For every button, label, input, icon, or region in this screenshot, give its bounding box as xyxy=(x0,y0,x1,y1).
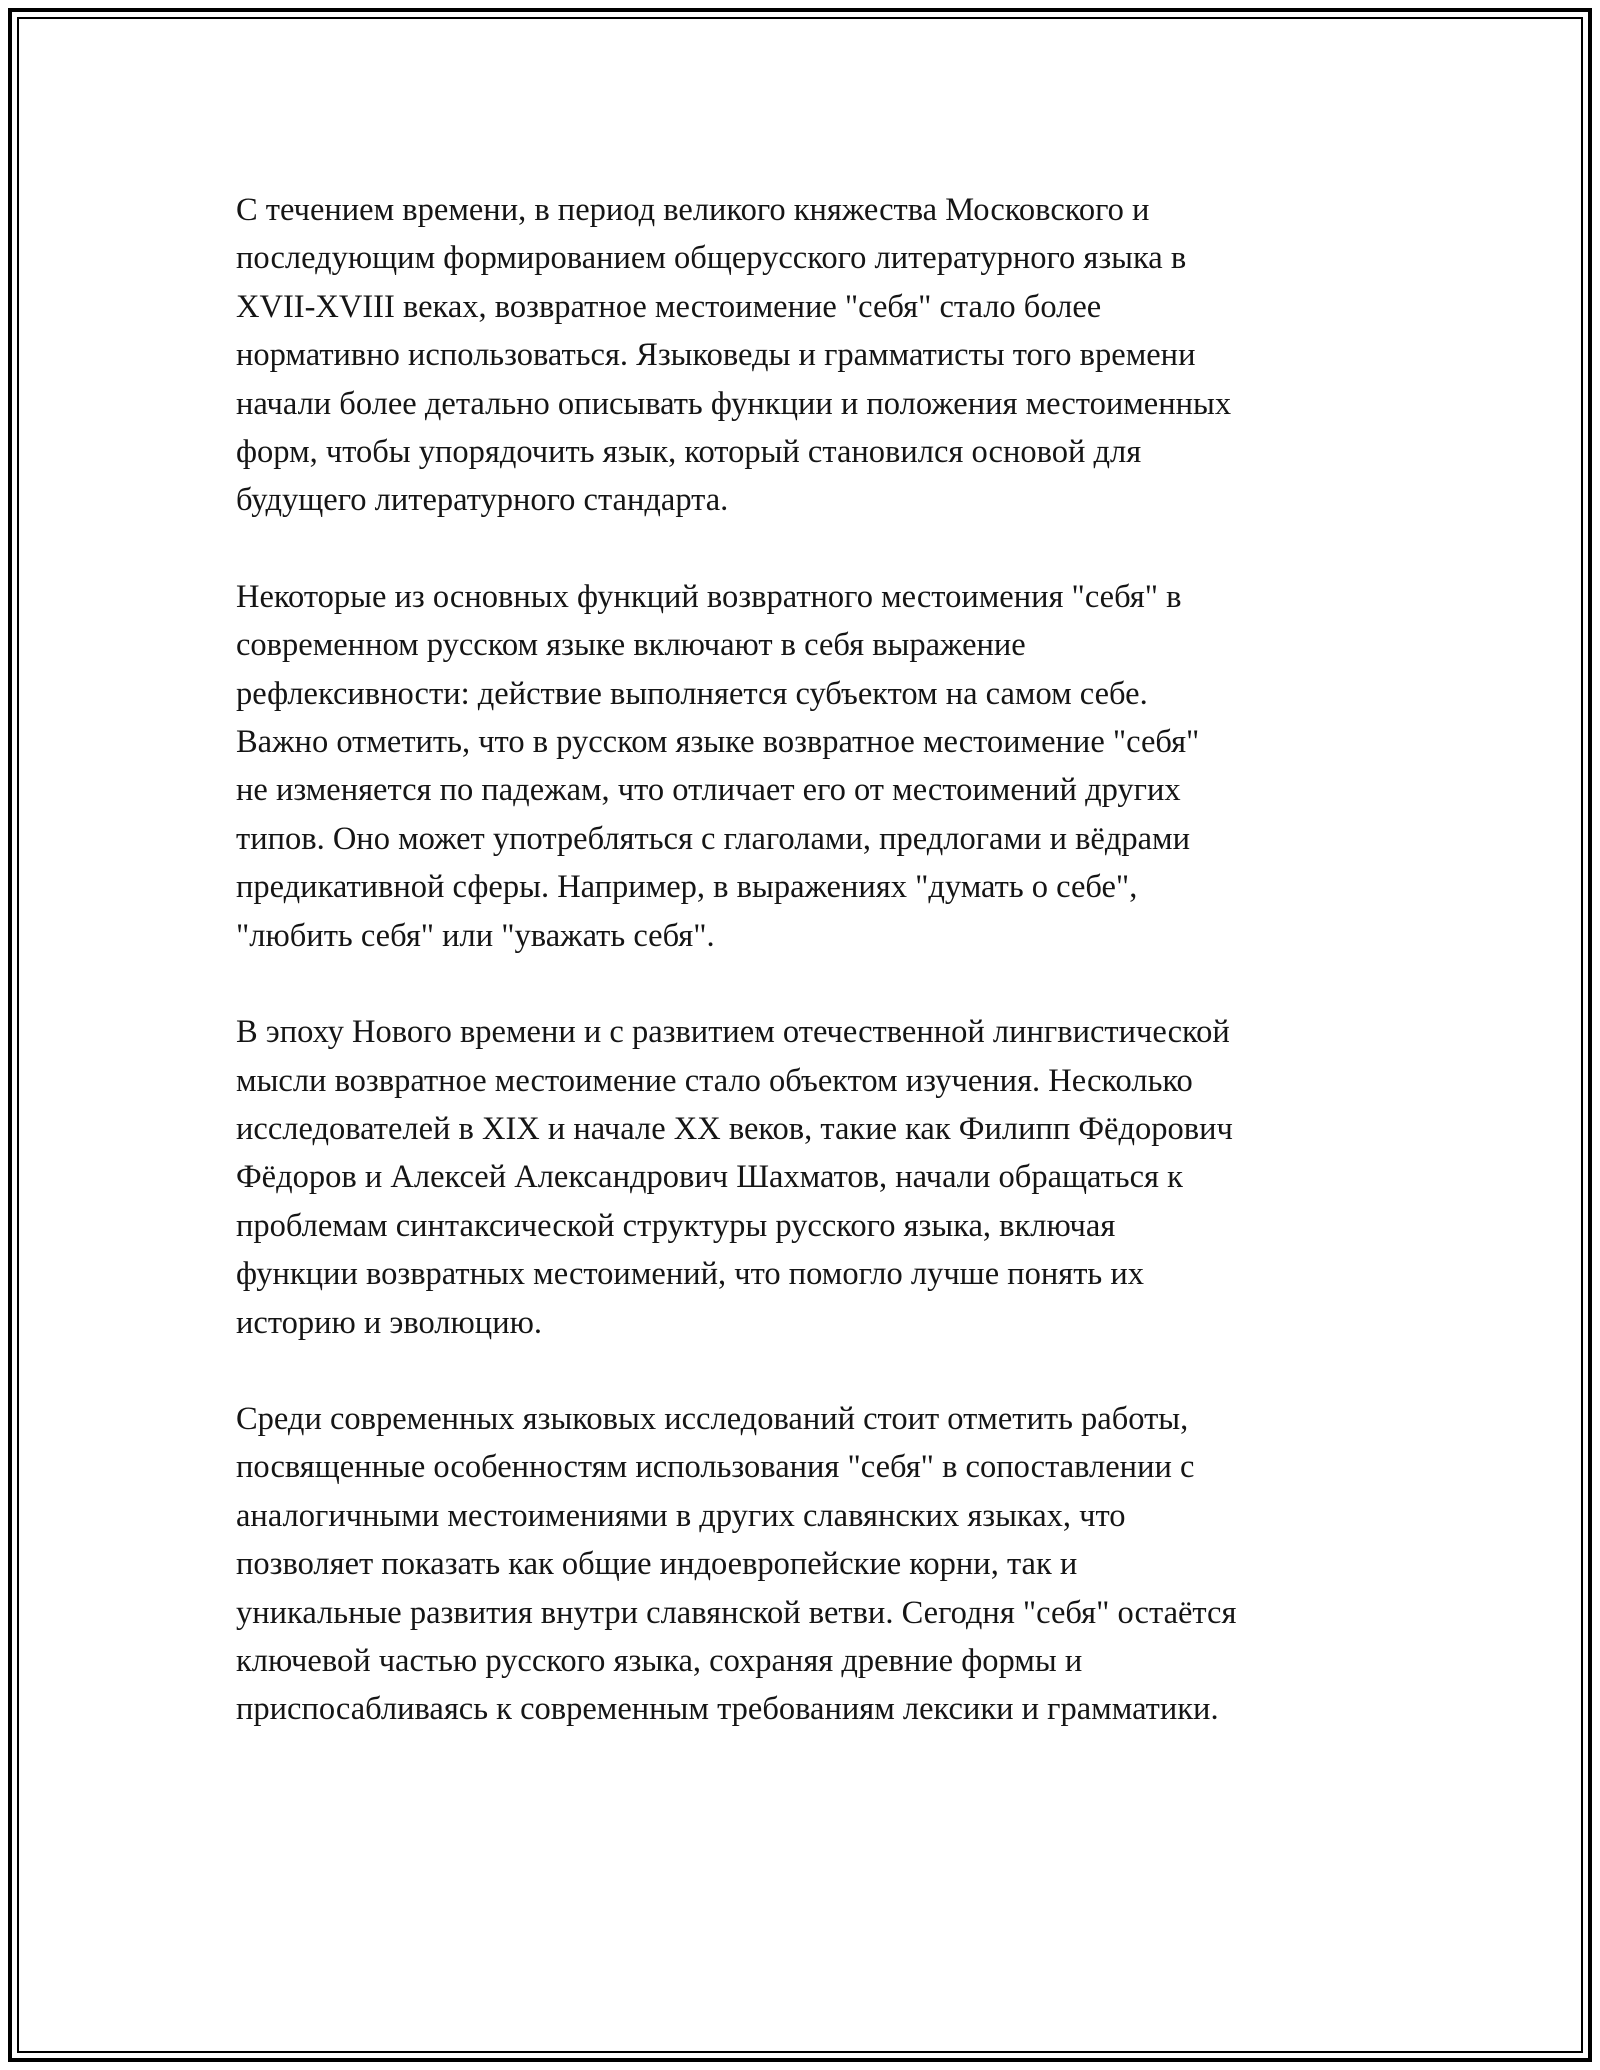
paragraph-3: В эпоху Нового времени и с развитием отечественной лингвистической мысли возвратное местоимение стало объектом изучения. Несколько исследователей в XIX и начале XX веков, такие как Филипп Фёдорович Фёдоров и Алексей Александрович Шахматов, начали обращаться к проблемам синтаксической структуры русского языка, включая функции возвратных местоимений, что помогло лучше понять их историю и эволюцию. xyxy=(236,1014,1233,1341)
paragraph-1: С течением времени, в период великого княжества Московского и последующим формированием общерусского литературного языка в XVII-XVIII веках, возвратное местоимение "себя" стало более нормативно использоваться. Языковеды и грамматисты того времени начали более детально описывать функции и положения местоименных форм, чтобы упорядочить язык, который становился основой для будущего литературного стандарта. xyxy=(236,192,1232,519)
document-body xyxy=(236,186,1386,1734)
paragraph-4: Среди современных языковых исследований стоит отметить работы, посвященные особенностям использования "себя" в сопоставлении с аналогичными местоимениями в других славянских языках, что позволяет показать как общие индоевропейские корни, так и уникальные развития внутри славянской ветви. Сегодня "себя" остаётся ключевой частью русского языка, сохраняя древние формы и приспосабливаясь к современным требованиям лексики и грамматики. xyxy=(236,1400,1237,1728)
paragraph-2: Некоторые из основных функций возвратного местоимения "себя" в современном русском языке включают в себя выражение рефлексивности: действие выполняется субъектом на самом себе. Важно отметить, что в русском языке возвратное местоимение "себя" не изменяется по падежам, что отличает его от местоимений других типов. Оно может употребляться с глаголами, предлогами и вёдрами предикативной сферы. Например, в выражениях "думать о себе", "любить себя" или "уважать себя". xyxy=(236,578,1200,954)
